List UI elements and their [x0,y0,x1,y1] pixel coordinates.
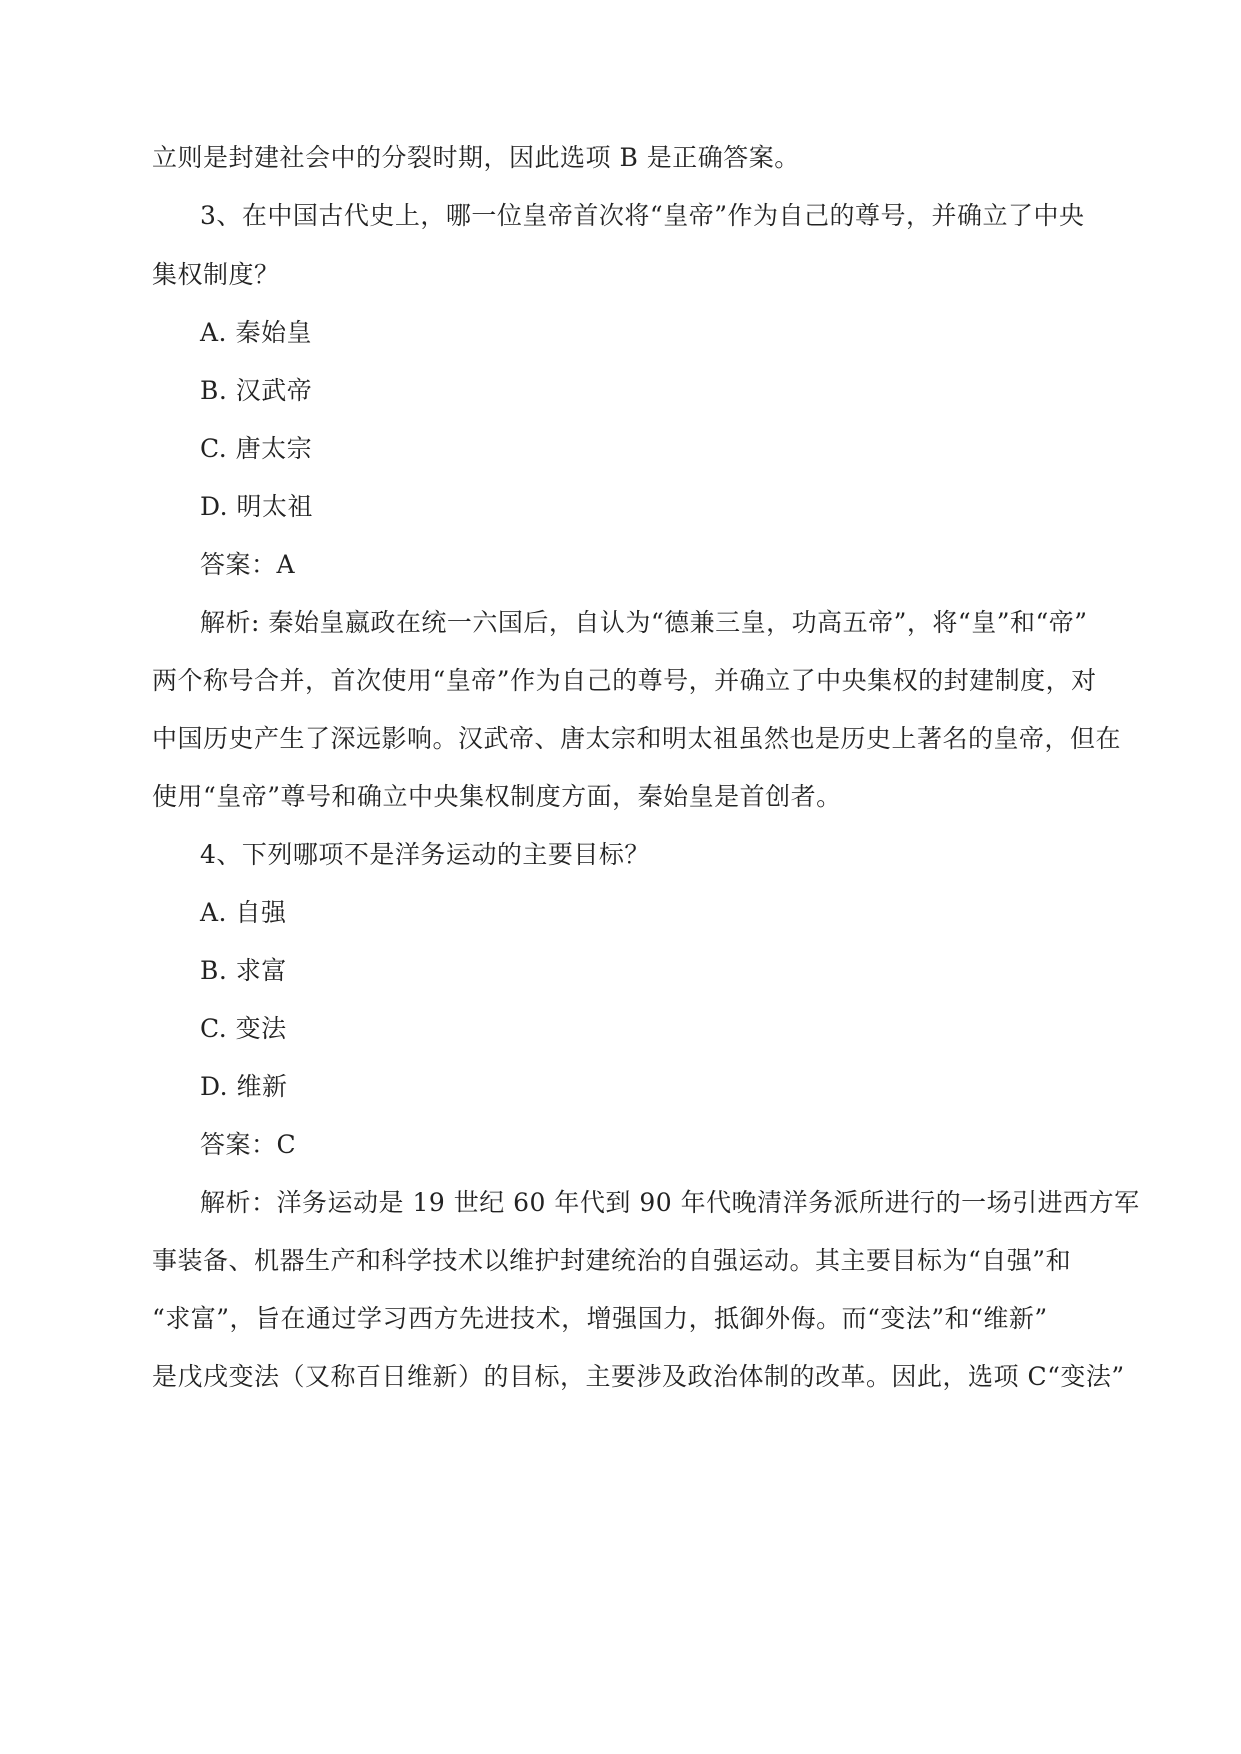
option-c: C. 变法 [200,1014,287,1043]
option-c: C. 唐太宗 [200,434,313,463]
question-3-text-cont: 集权制度？ [152,260,280,289]
paragraph-line: 立则是封建社会中的分裂时期，因此选项 B 是正确答案。 [152,143,800,172]
analysis-line: 事装备、机器生产和科学技术以维护封建统治的自强运动。其主要目标为“自强”和 [152,1246,1072,1275]
answer-line: 答案：A [200,550,296,579]
option-d: D. 维新 [200,1072,288,1101]
option-b: B. 汉武帝 [200,376,313,405]
question-3-text: 3、在中国古代史上，哪一位皇帝首次将“皇帝”作为自己的尊号，并确立了中央 [200,201,1085,230]
analysis-line: 使用“皇帝”尊号和确立中央集权制度方面，秦始皇是首创者。 [152,782,842,811]
analysis-line: 是戊戌变法（又称百日维新）的目标，主要涉及政治体制的改革。因此，选项 C“变法” [152,1362,1125,1391]
answer-line: 答案：C [200,1130,297,1159]
option-b: B. 求富 [200,956,287,985]
analysis-line: 解析：洋务运动是 19 世纪 60 年代到 90 年代晚清洋务派所进行的一场引进西方军 [200,1188,1140,1217]
question-4-text: 4、下列哪项不是洋务运动的主要目标？ [200,840,650,869]
option-a: A. 自强 [200,898,287,927]
analysis-line: 两个称号合并，首次使用“皇帝”作为自己的尊号，并确立了中央集权的封建制度，对 [152,666,1097,695]
option-a: A. 秦始皇 [200,318,312,347]
analysis-line: 解析: 秦始皇嬴政在统一六国后，自认为“德兼三皇，功高五帝”，将“皇”和“帝” [200,608,1088,637]
analysis-line: 中国历史产生了深远影响。汉武帝、唐太宗和明太祖虽然也是历史上著名的皇帝，但在 [152,724,1122,753]
option-d: D. 明太祖 [200,492,314,521]
analysis-line: “求富”，旨在通过学习西方先进技术，增强国力，抵御外侮。而“变法”和“维新” [152,1304,1048,1333]
